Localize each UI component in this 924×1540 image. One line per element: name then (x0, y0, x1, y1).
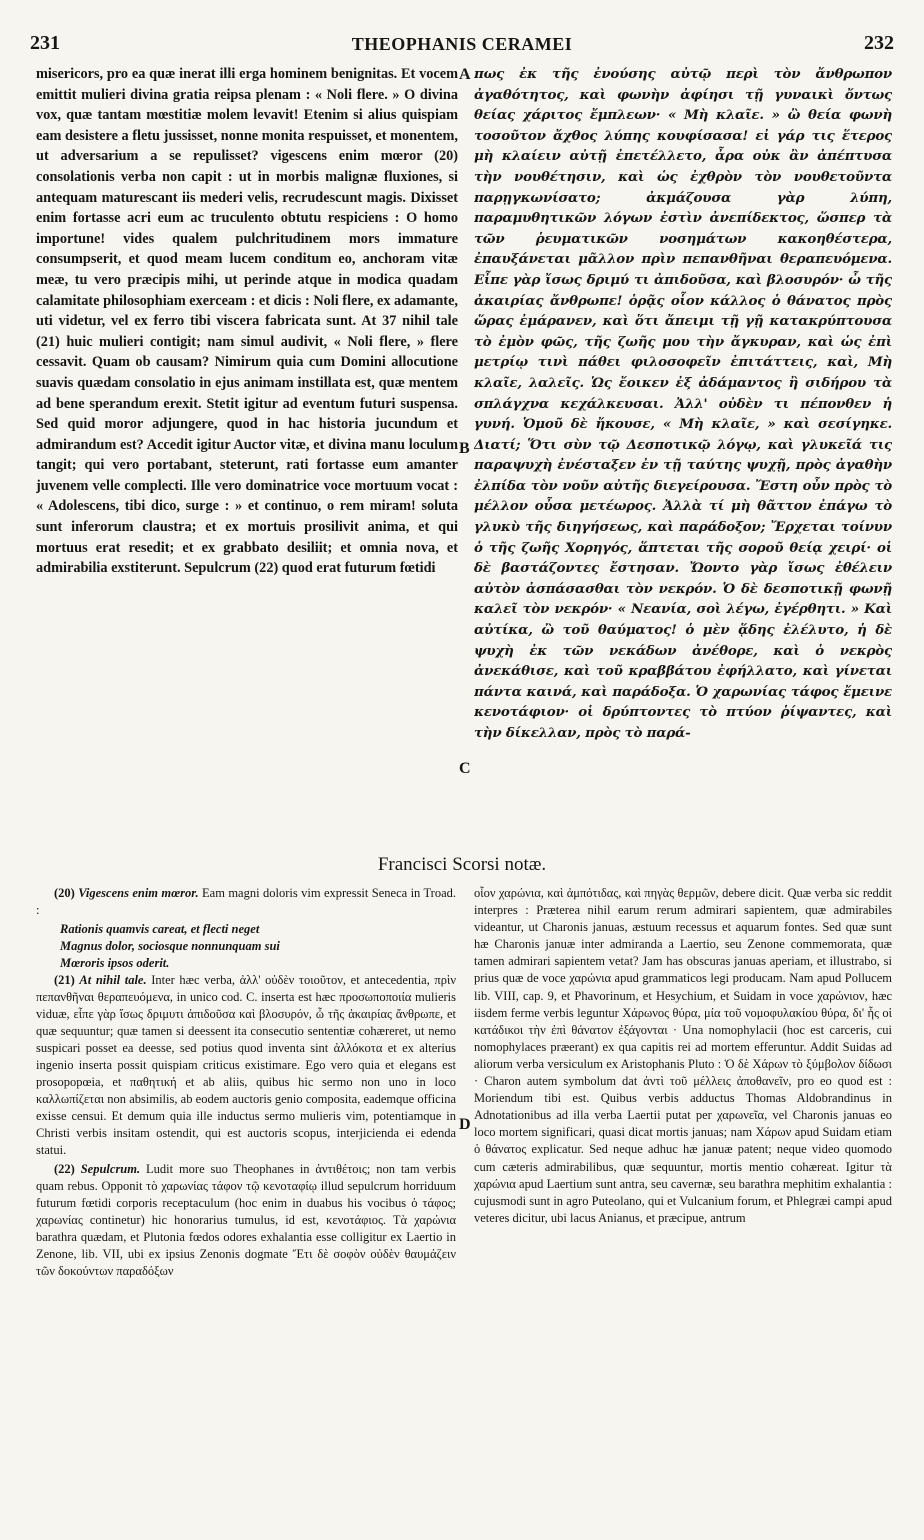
notes-heading: Francisci Scorsi notæ. (377, 854, 547, 875)
note-22 (36, 1161, 456, 1280)
note-number: (20) (54, 886, 75, 900)
note-lemma: Vigescens enim mœror. (78, 886, 199, 900)
note-21 (36, 972, 456, 1159)
note-number: (21) (54, 973, 75, 987)
note-20 (36, 885, 456, 919)
verse-line: Rationis quamvis careat, et flecti neget (60, 922, 260, 936)
section-marker-c: C (459, 760, 471, 777)
section-marker-d: D (459, 1116, 471, 1133)
greek-text-column: πως ἐκ τῆς ἐνούσης αὐτῷ περὶ τὸν ἄνθρωπον ἀγαθότητος, καὶ φωνὴν ἀφίησι τῇ γυναικὶ ὄντως θείας χάριτος ἔμπλεων· « Μὴ κλαῖε. » ὢ θεία φωνὴ τοσοῦτον ἄχθος λύπης κουφίσασα! εἰ γάρ τις ἕτερος μὴ κλαίειν αὐτῇ ἐπετέλλετο, ἆρα οὐκ ἂν ἀπέπτυσα τὴν νουθέτησιν, καὶ ὡς ἐχθρὸν τὸν νουθετοῦντα παρῃγκωνίσατο; ἀκμάζουσα γὰρ λύπη, παραμυθητικῶν λόγων ἐστὶν ἀνεπίδεκτος, ὥσπερ τὰ τῶν ῥευματικῶν νοσημάτων κακοηθέστερα, ἐπαυξάνεται μᾶλλον πρὶν πεπανθῆναι θεραπευόμενα. Εἶπε γὰρ ἴσως δριμύ τι ἀπιδοῦσα, καὶ βλοσυρόν· ὦ τῆς ἀκαιρίας ἄνθρωπε! ὁρᾷς οἷον κάλλος ὁ θάνατος πρὸς ὥρας ἐμάρανεν, καὶ ὅτι ἄπειμι τῇ γῇ κατακρύπτουσα τὸ ἐμὸν φῶς, τῆς ζωῆς μου τὴν ἄγκυραν, καὶ ὡς ἐπὶ μετρίῳ τινὶ πάθει φιλοσοφεῖν ἐπιτάττεις, καὶ, Μὴ κλαῖε, λαλεῖς. Ὡς ἔοικεν ἐξ ἀδάμαντος ἢ σιδήρου τὰ σπλάγχνα κεχάλκευσαι. Ἀλλ' οὐδὲν τι πέπονθεν ἡ γυνή. Ὁμοῦ δὲ ἤκουσε, « Μὴ κλαῖε, » καὶ σεσίγηκε. Διατί; Ὅτι σὺν τῷ Δεσποτικῷ λόγῳ, καὶ γλυκεῖά τις παραψυχὴ ἐνέσταξεν ἐν τῇ ταύτης ψυχῇ, πρὸς ἀγαθὴν ἐλπίδα τὸν νοῦν αὐτῆς διεγείρουσα. Ἔστη οὖν πρὸς τὸ μέλλον οὖσα μετέωρος. Ἀλλὰ τί μὴ θᾶττον ἐπάγω τὸ γλυκὺ τῆς διηγήσεως, καὶ παράδοξον; Ἔρχεται τοίνυν ὁ τῆς ζωῆς Χορηγός, ἅπτεται τῆς σοροῦ θείᾳ χειρί· οἱ δὲ βαστάζοντες ἔστησαν. Ὤοντο γὰρ ἴσως ἐθέλειν αὐτὸν ἀσπάσασθαι τὸν νεκρόν. Ὁ δὲ δεσποτικῇ φωνῇ καλεῖ τὸν νεκρόν· « Νεανία, σοὶ λέγω, ἐγέρθητι. » Καὶ αὐτίκα, ὢ τοῦ θαύματος! ὁ μὲν ᾅδης ἐλέλυτο, ἡ δὲ ψυχὴ ἐκ τῶν νεκάδων ἀνέθορε, καὶ ὁ νεκρὸς ἀνεκάθισε, καὶ τοῦ κραββάτου ἐφήλλατο, καὶ γίνεται πάντα καινά, καὶ παράδοξα. Ὁ χαρωνίας τάφος ἔμεινε κενοτάφιον· οἱ δρύπτοντες τὸ πτύον ῥίψαντες, καὶ τὴν δίκελλαν, πρὸς τὸ παρά- (474, 66, 892, 741)
page-number-left: 231 (30, 32, 60, 54)
notes-left-column (36, 885, 456, 1525)
section-marker-a: A (459, 66, 471, 83)
note-text: Ludit more suo Theophanes in ἀντιθέτοις; non tam verbis quam rebus. Opponit τὸ χαρωνίας τάφον τῷ κενοταφίῳ illud sepulcrum horriduum futurum fœtidi corporis receptaculum (hoc enim in duabus his vocibus ὁ τάφος; χαρωνίας continetur) hic honorarius tumulus, id est, κενοτάφιος. Τὰ χαρώνια barathra quædam, et Plutonia fœdos odores exhalantia esse colligitur ex Laertio in Zenone, lib. VII, ubi ex ipsius Zenonis dogmate Ἔτι δὲ σοφὸν οὐδὲν θαυμάζειν τῶν δοκούντων παραδόξων (36, 1162, 456, 1278)
note-text: Eam magni doloris vim expressit Seneca in Troad. : (36, 886, 456, 917)
page-number-right: 232 (864, 32, 894, 54)
verse-line: Mœroris ipsos oderit. (60, 956, 170, 970)
note-text: Inter hæc verba, ἀλλ' οὐδὲν τοιοῦτον, et antecedentia, πρὶν πεπανθῆναι θεραπευόμενα, in unico cod. C. inserta est hæc προσωποποιία mulieris viduæ, εἶπε γὰρ ἴσως δριμυτι ἀπιδοῦσα καὶ βλοσυρόν, ὦ τῆς ἀκαιρίας ἄνθρωπε, et quæ sequuntur; quæ tamen si deessent ita consecutio sententiæ cohæreret, ut nemo suspicari posset ea deesse, sed potius quod inventa sint ἀλλόκοτα et ex alterius ingenio inserta possit quispiam criticus existimare. Ego vero quia et elegans est prosopopœia, et παθητική et ab aliis, quibus hic sermo non uno in loco καλλωπίζεται non absimilis, ab eodem auctoris genio composita, eademque officina exisse censui. Et demum quia ille inductus sermo mulieris vim, potentiamque in Christi verbis insitam ostendit, qui est auctoris scopus, interjicienda ei edenda statui. (36, 973, 456, 1157)
note-number: (22) (54, 1162, 75, 1176)
note-lemma: At nihil tale. (79, 973, 147, 987)
verse-line: Magnus dolor, sociosque nonnunquam sui (60, 939, 280, 953)
running-header (30, 32, 894, 62)
running-title: THEOPHANIS CERAMEI (351, 34, 573, 54)
latin-translation-column: misericors, pro ea quæ inerat illi erga hominem benignitas. Et vocem emittit mulieri divina gratia reipsa plenam : « Noli flere. » O divina vox, quæ tantam mœstitiæ molem levavit! Etenim si alius quispiam eam desistere a fletu jussisset, nonne monita respuisset, et monentem, ut adversarium a se repulisset? vigescens enim mœror (20) consolationis verba non capit : ut in morbis malignæ fluxiones, si antequam maturescant iis mederi velis, recrudescunt magis. Dixisset enim fortasse acri eum ac truculento obtutu respiciens : O homo importune! vides qualem pulchritudinem mors immature consumpserit, et quod meam lucem conditum eo, anchoram vitæ meæ, tu vero præcipis mihi, ut perinde atque in modica quadam calamitate philosophiam exerceam : et dicis : Noli flere, ex adamante, uti videtur, vel ex ferro tibi viscera fabricata sunt. At 37 nihil tale (21) huic mulieri contigit; nam simul audivit, « Noli flere, » flere cessavit. Quam ob causam? Nimirum quia cum Domini allocutione suavis quædam consolatio in ejus animam instillata est, quæ mentem ad bene sperandum erexit. Stetit igitur ad eventum futuri suspensa. Sed quid moror adjungere, quod in hac historia jucundum et admirandum est? Accedit igitur Auctor vitæ, et divina manu loculum tangit; qui vero portabant, steterunt, rati fortasse eum amanter juvenem velle complecti. Ille vero dominatrice voce mortuum vocat : « Adolescens, tibi dico, surge : » et continuo, o rem miram! soluta sunt inferorum claustra; et ex mortuis prosilivit anima, et qui mortuus erat resedit; et ex grabbato desiliit; et omnia nova, et admirabilia exstiterunt. Sepulcrum (22) quod erat futurum fœtidi (36, 66, 458, 577)
note-lemma: Sepulcrum. (80, 1162, 141, 1176)
section-marker-b: B (459, 440, 470, 457)
notes-right-column: οἷον χαρώνια, καὶ ἀμπότιδας, καὶ πηγὰς θερμῶν, debere dicit. Quæ verba sic reddit interpres : Præterea nihil earum rerum admirari sapientem, quæ admirabiles videantur, ut Charonis januas, æstuum recessus et aquarum fontes. Sed quæ sunt hæ Charonis januæ inter admiranda a Laertio, seu Zenone commemorata, quæ tamen admirari sapientem vetat? Jam has obscuras januas aperiam, et illustrabo, si prius quæ de voce χαρώνια apud grammaticos legi producam. Nam apud Pollucem lib. VIII, cap. 9, et Phavorinum, et Hesychium, et Suidam in voce χαρώνιον, hæc iisdem ferme verbis leguntur Χάρωνος θύρα, μία τοῦ νομοφυλακίου θύρα, δι' ἧς οἱ κατάδικοι τὴν ἐπὶ θάνατον ἐξάγονται · Una nomophylacii (hoc est carceris, cui nomophylaces præerant) ex qua capitis rei ad mortem efferuntur. Addit Suidas ad aliorum verba versiculum ex Aristophanis Pluto : Ὁ δὲ Χάρων τὸ ξύμβολον δίδωσι · Charon autem symbolum dat ἀντὶ τοῦ μέλλεις ἀποθανεῖν, pro eo quod est : Moriendum tibi est. Quibus verbis adductus Thomas Aldobrandinus in Adnotationibus ad illa verba Laertii putat per χαρωνεῖα, vel Charonis januas eo loco mortem significari, quasi dicat mortis januas; nam Χάρων apud Suidam etiam ὁ θάνατος explicatur. Sed neque adhuc hæ januæ patent; neque video quomodo cum cæteris admirabilibus, quæ sequuntur, mortis mentio cohæreat. Igitur τὰ χαρώνια apud Laertium sunt antra, seu cavernæ, seu barathra mephitim exhalantia : cujusmodi sunt in agro Puteolano, qui et Vulcanium forum, et Phlegræi campi apud veteres dicitur, ubi lacus Anianus, et præcipue, antrum (474, 886, 892, 1225)
